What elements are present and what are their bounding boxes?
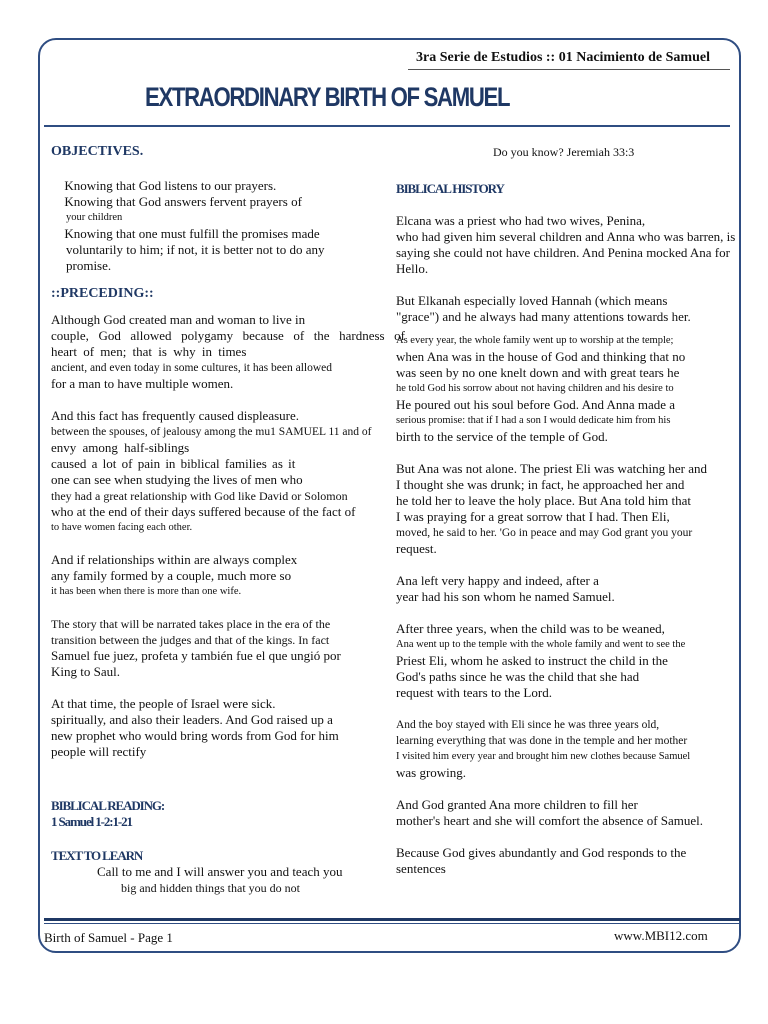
text-line: I thought she was drunk; in fact, he approached her and: [396, 477, 685, 492]
objectives-heading: OBJECTIVES.: [51, 144, 144, 159]
text-line: between the spouses, of jealousy among the mu1 SAMUEL 11 and of: [51, 426, 372, 438]
text-line: caused a lot of pain in biblical families as it: [51, 456, 296, 471]
history-paragraph-2: [396, 293, 741, 325]
text-line: King to Saul.: [51, 664, 120, 679]
text-line: who had given him several children and Anna who was barren, is: [396, 229, 736, 244]
text-line: But Ana was not alone. The priest Eli was watching her and: [396, 461, 707, 476]
text-line: learning everything that was done in the temple and her mother: [396, 735, 688, 747]
text-line: heart of men; that is why in times: [51, 344, 247, 359]
text-line: was seen by no one knelt down and with great tears he: [396, 365, 680, 380]
text-line: serious promise: that if I had a son I would dedicate him from his: [396, 415, 671, 426]
preceding-paragraph-3: [51, 552, 405, 600]
text-line: when Ana was in the house of God and thinking that no: [396, 349, 686, 364]
series-title: 3ra Serie de Estudios :: 01 Nacimiento de Samuel: [416, 50, 710, 65]
text-line: He poured out his soul before God. And Anna made a: [396, 397, 676, 412]
objective-3-cont: voluntarily to him; if not, it is better not to do any: [66, 242, 325, 257]
text-line: As every year, the whole family went up to worship at the temple;: [396, 335, 674, 346]
text-line: After three years, when the child was to be weaned,: [396, 621, 665, 636]
footer-rule-thin: [44, 923, 740, 924]
text-line: who at the end of their days suffered because of the fact of: [51, 504, 356, 519]
objective-2: Knowing that God answers fervent prayers of: [51, 194, 289, 209]
history-paragraph-5: [396, 573, 741, 605]
text-line: Elcana was a priest who had two wives, Penina,: [396, 213, 646, 228]
history-paragraph-3: [396, 333, 741, 445]
history-paragraph-1: [396, 213, 741, 277]
objective-3-end: promise.: [66, 258, 112, 273]
text-line: transition between the judges and that of the kings. In fact: [51, 633, 330, 647]
history-paragraph-8: [396, 797, 741, 829]
text-line: year had his son whom he named Samuel.: [396, 589, 615, 604]
footer-page-label: Birth of Samuel - Page 1: [44, 930, 173, 945]
biblical-reading-reference: 1 Samuel 1-2:1-21: [51, 814, 132, 829]
text-line: Ana went up to the temple with the whole family and went to see the: [396, 639, 686, 650]
text-line: ancient, and even today in some cultures, it has been allowed: [51, 362, 333, 374]
text-line: any family formed by a couple, much more so: [51, 568, 292, 583]
text-line: Hello.: [396, 261, 429, 276]
history-paragraph-6: [396, 621, 741, 701]
series-rule: [408, 69, 730, 70]
history-paragraph-9: [396, 845, 741, 877]
text-line: God's paths since he was the child that she had: [396, 669, 640, 684]
biblical-reading-heading: BIBLICAL READING:: [51, 798, 165, 813]
left-column: [51, 140, 405, 896]
text-line: new prophet who would bring words from God for him: [51, 728, 339, 743]
text-line: it has been when there is more than one wife.: [51, 586, 242, 597]
text-line: envy among half-siblings: [51, 440, 190, 455]
text-line: sentences: [396, 861, 446, 876]
text-line: I was praying for a great sorrow that I had. Then Eli,: [396, 509, 670, 524]
footer-rule: [44, 918, 740, 921]
objectives-list: [51, 178, 405, 274]
text-line: And if relationships within are always complex: [51, 552, 298, 567]
footer-website: www.MBI12.com: [614, 928, 708, 943]
text-line: people will rectify: [51, 744, 147, 759]
biblical-history-heading: BIBLICAL HISTORY: [396, 181, 504, 196]
text-line: was growing.: [396, 765, 467, 780]
text-line: I visited him every year and brought him new clothes because Samuel: [396, 751, 691, 762]
text-line: Although God created man and woman to live in: [51, 312, 306, 327]
text-line: couple, God allowed polygamy because of the hardness of: [51, 328, 405, 343]
right-column: [396, 140, 741, 877]
objective-1: Knowing that God listens to our prayers.: [51, 178, 263, 193]
text-line: he told her to leave the holy place. But Ana told him that: [396, 493, 691, 508]
do-you-know: Do you know? Jeremiah 33:3: [493, 145, 635, 159]
text-line: spiritually, and also their leaders. And God raised up a: [51, 712, 333, 727]
text-line: But Elkanah especially loved Hannah (which means: [396, 293, 668, 308]
text-line: they had a great relationship with God like David or Solomon: [51, 489, 348, 503]
preceding-paragraph-5: [51, 696, 405, 760]
text-line: saying she could not have children. And Penina mocked Ana for: [396, 245, 730, 260]
title-rule: [44, 125, 730, 127]
text-to-learn-line-2: big and hidden things that you do not: [121, 881, 300, 895]
objective-2-cont: your children: [66, 212, 123, 223]
text-line: Because God gives abundantly and God responds to the: [396, 845, 687, 860]
history-paragraph-4: [396, 461, 741, 557]
text-line: At that time, the people of Israel were sick.: [51, 696, 276, 711]
text-line: moved, he said to her. 'Go in peace and may God grant you your: [396, 527, 693, 539]
text-line: Ana left very happy and indeed, after a: [396, 573, 599, 588]
text-line: And this fact has frequently caused displeasure.: [51, 408, 300, 423]
text-line: And the boy stayed with Eli since he was three years old,: [396, 719, 660, 731]
text-to-learn-line-1: Call to me and I will answer you and teach you: [97, 864, 343, 879]
preceding-paragraph-1: [51, 312, 405, 392]
history-paragraph-7: [396, 717, 741, 781]
text-line: Samuel fue juez, profeta y también fue el que ungió por: [51, 648, 341, 663]
text-to-learn-heading: TEXT TO LEARN: [51, 848, 143, 863]
text-line: to have women facing each other.: [51, 522, 193, 533]
text-line: for a man to have multiple women.: [51, 376, 234, 391]
text-line: And God granted Ana more children to fill her: [396, 797, 638, 812]
text-line: "grace") and he always had many attentions towards her.: [396, 309, 691, 324]
text-line: mother's heart and she will comfort the absence of Samuel.: [396, 813, 704, 828]
text-line: birth to the service of the temple of God.: [396, 429, 608, 444]
preceding-paragraph-2: [51, 408, 405, 536]
preceding-paragraph-4: [51, 616, 405, 680]
text-line: he told God his sorrow about not having children and his desire to: [396, 383, 674, 394]
text-line: request.: [396, 541, 437, 556]
preceding-heading: ::PRECEDING::: [51, 286, 154, 301]
objective-3: Knowing that one must fulfill the promises made: [51, 226, 307, 241]
text-line: request with tears to the Lord.: [396, 685, 552, 700]
text-line: The story that will be narrated takes place in the era of the: [51, 617, 331, 631]
text-line: one can see when studying the lives of men who: [51, 472, 303, 487]
text-line: Priest Eli, whom he asked to instruct the child in the: [396, 653, 668, 668]
page-title: EXTRAORDINARY BIRTH OF SAMUEL: [145, 82, 510, 112]
